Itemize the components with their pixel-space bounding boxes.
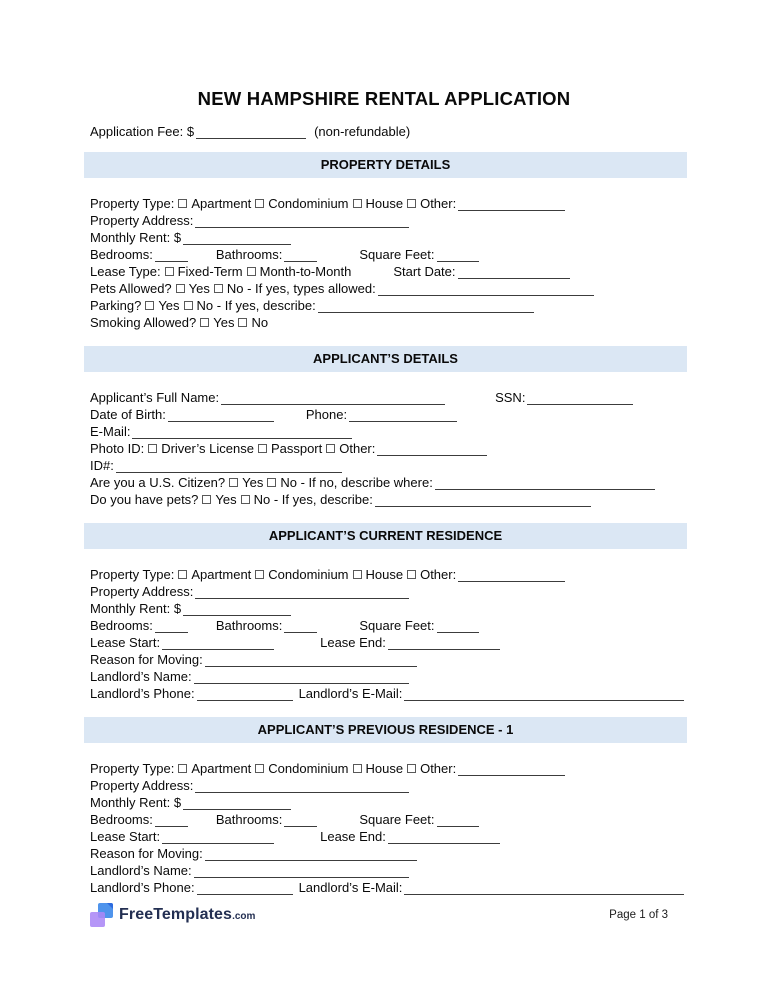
form-row bbox=[90, 567, 687, 584]
form-row bbox=[90, 124, 687, 141]
section-current-residence bbox=[90, 523, 687, 703]
section-rows-property-details bbox=[90, 196, 687, 332]
spacer bbox=[276, 418, 306, 419]
checkbox[interactable] bbox=[178, 764, 187, 773]
blank-fill-in-field[interactable] bbox=[284, 815, 317, 827]
blank-fill-in-field[interactable] bbox=[132, 427, 352, 439]
form-row bbox=[90, 880, 687, 897]
section-header-previous-residence-1: APPLICANT’S PREVIOUS RESIDENCE - 1 bbox=[84, 717, 687, 743]
blank-fill-in-field[interactable] bbox=[195, 781, 409, 793]
blank-fill-in-field[interactable] bbox=[197, 883, 293, 895]
form-row bbox=[90, 669, 687, 686]
field-label: Bedrooms: bbox=[90, 247, 153, 262]
field-label: Lease End: bbox=[320, 635, 386, 650]
section-rows-applicant-details bbox=[90, 390, 687, 509]
blank-fill-in-field[interactable] bbox=[155, 815, 188, 827]
blank-fill-in-field[interactable] bbox=[404, 883, 684, 895]
form-row bbox=[90, 213, 687, 230]
section-rows-current-residence bbox=[90, 567, 687, 703]
form-row bbox=[90, 846, 687, 863]
field-label: No bbox=[251, 315, 269, 330]
field-label: Square Feet: bbox=[359, 247, 435, 262]
section-header-applicant-details: APPLICANT’S DETAILS bbox=[84, 346, 687, 372]
blank-fill-in-field[interactable] bbox=[377, 444, 487, 456]
field-label: Do you have pets? bbox=[90, 492, 199, 507]
form-row bbox=[90, 686, 687, 703]
form-row bbox=[90, 492, 687, 509]
field-label: Bathrooms: bbox=[215, 618, 283, 633]
form-row bbox=[90, 298, 687, 315]
section-applicant-details bbox=[90, 346, 687, 509]
checkbox[interactable] bbox=[247, 267, 256, 276]
field-label: ID#: bbox=[90, 458, 114, 473]
field-label: Lease Type: bbox=[90, 264, 161, 279]
spacer bbox=[319, 823, 359, 824]
field-label: Landlord’s Name: bbox=[90, 669, 192, 684]
section-previous-residence-1 bbox=[90, 717, 687, 897]
field-label: Are you a U.S. Citizen? bbox=[90, 475, 226, 490]
page-number-label: Page 1 of 3 bbox=[609, 909, 668, 921]
form-row bbox=[90, 863, 687, 880]
logo-purple-page-shape bbox=[90, 912, 105, 927]
field-label: Application Fee: $ bbox=[90, 124, 195, 139]
blank-fill-in-field[interactable] bbox=[194, 866, 409, 878]
checkbox[interactable] bbox=[200, 318, 209, 327]
form-row bbox=[90, 601, 687, 618]
field-label: Condominium bbox=[268, 761, 349, 776]
checkbox[interactable] bbox=[148, 444, 157, 453]
spacer bbox=[190, 629, 216, 630]
checkbox[interactable] bbox=[258, 444, 267, 453]
blank-fill-in-field[interactable] bbox=[437, 621, 479, 633]
field-label: Yes bbox=[215, 492, 237, 507]
field-label: Other: bbox=[420, 196, 457, 211]
form-row bbox=[90, 635, 687, 652]
checkbox[interactable] bbox=[267, 478, 276, 487]
field-label: Property Address: bbox=[90, 213, 194, 228]
field-label: Other: bbox=[339, 441, 376, 456]
field-label: Monthly Rent: $ bbox=[90, 601, 182, 616]
blank-fill-in-field[interactable] bbox=[388, 638, 500, 650]
field-label: Condominium bbox=[268, 567, 349, 582]
blank-fill-in-field[interactable] bbox=[437, 250, 479, 262]
form-row bbox=[90, 795, 687, 812]
field-label: House bbox=[365, 196, 404, 211]
field-label: Landlord’s Name: bbox=[90, 863, 192, 878]
blank-fill-in-field[interactable] bbox=[162, 832, 274, 844]
field-label: (non-refundable) bbox=[314, 124, 411, 139]
field-label: Landlord’s Phone: bbox=[90, 880, 195, 895]
checkbox[interactable] bbox=[241, 495, 250, 504]
field-label: Driver’s License bbox=[161, 441, 254, 456]
field-label: Yes bbox=[188, 281, 210, 296]
field-label: Yes bbox=[213, 315, 235, 330]
checkbox[interactable] bbox=[202, 495, 211, 504]
blank-fill-in-field[interactable] bbox=[155, 250, 188, 262]
checkbox[interactable] bbox=[255, 764, 264, 773]
field-label: Landlord’s Phone: bbox=[90, 686, 195, 701]
field-label: Yes bbox=[158, 298, 180, 313]
field-label: Landlord’s E-Mail: bbox=[298, 686, 403, 701]
field-label: House bbox=[365, 761, 404, 776]
blank-fill-in-field[interactable] bbox=[458, 764, 565, 776]
field-label: Phone: bbox=[305, 407, 348, 422]
blank-fill-in-field[interactable] bbox=[437, 815, 479, 827]
blank-fill-in-field[interactable] bbox=[458, 199, 565, 211]
field-label: Property Type: bbox=[90, 761, 175, 776]
field-label: Other: bbox=[420, 761, 457, 776]
field-label: Lease End: bbox=[320, 829, 386, 844]
blank-fill-in-field[interactable] bbox=[162, 638, 274, 650]
blank-fill-in-field[interactable] bbox=[116, 461, 342, 473]
blank-fill-in-field[interactable] bbox=[196, 127, 306, 139]
blank-fill-in-field[interactable] bbox=[194, 672, 409, 684]
field-label: Reason for Moving: bbox=[90, 846, 203, 861]
blank-fill-in-field[interactable] bbox=[183, 233, 291, 245]
section-property-details bbox=[90, 152, 687, 332]
checkbox[interactable] bbox=[326, 444, 335, 453]
checkbox[interactable] bbox=[255, 199, 264, 208]
blank-fill-in-field[interactable] bbox=[195, 216, 409, 228]
blank-fill-in-field[interactable] bbox=[435, 478, 655, 490]
blank-fill-in-field[interactable] bbox=[458, 570, 565, 582]
field-label: Reason for Moving: bbox=[90, 652, 203, 667]
checkbox[interactable] bbox=[353, 199, 362, 208]
brand-wordmark bbox=[119, 906, 255, 924]
blank-fill-in-field[interactable] bbox=[388, 832, 500, 844]
blank-fill-in-field[interactable] bbox=[155, 621, 188, 633]
section-header-current-residence: APPLICANT’S CURRENT RESIDENCE bbox=[84, 523, 687, 549]
freetemplates-document-icon bbox=[90, 903, 113, 927]
checkbox[interactable] bbox=[229, 478, 238, 487]
form-row bbox=[90, 390, 687, 407]
field-label: Property Address: bbox=[90, 584, 194, 599]
field-label: Parking? bbox=[90, 298, 142, 313]
field-label: Yes bbox=[242, 475, 264, 490]
checkbox[interactable] bbox=[353, 764, 362, 773]
application-fee-line bbox=[90, 124, 687, 141]
form-row bbox=[90, 761, 687, 778]
blank-fill-in-field[interactable] bbox=[197, 689, 293, 701]
field-label: Date of Birth: bbox=[90, 407, 166, 422]
blank-fill-in-field[interactable] bbox=[318, 301, 534, 313]
checkbox[interactable] bbox=[407, 199, 416, 208]
field-label: Lease Start: bbox=[90, 635, 161, 650]
field-label: Bathrooms: bbox=[215, 247, 283, 262]
brand-name: FreeTemplates bbox=[119, 906, 233, 923]
page-footer bbox=[90, 903, 668, 927]
section-header-property-details: PROPERTY DETAILS bbox=[84, 152, 687, 178]
form-row bbox=[90, 264, 687, 281]
field-label: Applicant’s Full Name: bbox=[90, 390, 220, 405]
blank-fill-in-field[interactable] bbox=[284, 621, 317, 633]
blank-fill-in-field[interactable] bbox=[527, 393, 633, 405]
blank-fill-in-field[interactable] bbox=[375, 495, 591, 507]
checkbox[interactable] bbox=[238, 318, 247, 327]
field-label: Month-to-Month bbox=[259, 264, 352, 279]
field-label: Property Address: bbox=[90, 778, 194, 793]
blank-fill-in-field[interactable] bbox=[404, 689, 684, 701]
form-row bbox=[90, 829, 687, 846]
form-row bbox=[90, 441, 687, 458]
form-row bbox=[90, 196, 687, 213]
spacer bbox=[351, 275, 393, 276]
checkbox[interactable] bbox=[165, 267, 174, 276]
field-label: Monthly Rent: $ bbox=[90, 230, 182, 245]
field-label: Condominium bbox=[268, 196, 349, 211]
section-rows-previous-residence-1 bbox=[90, 761, 687, 897]
spacer bbox=[190, 823, 216, 824]
field-label: No - If yes, describe: bbox=[253, 492, 373, 507]
blank-fill-in-field[interactable] bbox=[195, 587, 409, 599]
form-row bbox=[90, 812, 687, 829]
field-label: Apartment bbox=[191, 567, 252, 582]
field-label: No - If yes, describe: bbox=[196, 298, 316, 313]
form-row bbox=[90, 458, 687, 475]
freetemplates-logo bbox=[90, 903, 255, 927]
form-row bbox=[90, 475, 687, 492]
field-label: Property Type: bbox=[90, 196, 175, 211]
field-label: Bedrooms: bbox=[90, 812, 153, 827]
form-row bbox=[90, 584, 687, 601]
field-label: No - If no, describe where: bbox=[280, 475, 433, 490]
checkbox[interactable] bbox=[407, 570, 416, 579]
field-label: Bathrooms: bbox=[215, 812, 283, 827]
checkbox[interactable] bbox=[353, 570, 362, 579]
checkbox[interactable] bbox=[178, 570, 187, 579]
field-label: Smoking Allowed? bbox=[90, 315, 197, 330]
spacer bbox=[276, 840, 320, 841]
field-label: Apartment bbox=[191, 196, 252, 211]
field-label: Apartment bbox=[191, 761, 252, 776]
form-row bbox=[90, 230, 687, 247]
field-label: Other: bbox=[420, 567, 457, 582]
form-row bbox=[90, 778, 687, 795]
field-label: Square Feet: bbox=[359, 618, 435, 633]
checkbox[interactable] bbox=[214, 284, 223, 293]
blank-fill-in-field[interactable] bbox=[458, 267, 570, 279]
blank-fill-in-field[interactable] bbox=[183, 798, 291, 810]
spacer bbox=[447, 401, 495, 402]
blank-fill-in-field[interactable] bbox=[183, 604, 291, 616]
spacer bbox=[319, 629, 359, 630]
blank-fill-in-field[interactable] bbox=[378, 284, 594, 296]
blank-fill-in-field[interactable] bbox=[284, 250, 317, 262]
checkbox[interactable] bbox=[255, 570, 264, 579]
checkbox[interactable] bbox=[407, 764, 416, 773]
field-label: Property Type: bbox=[90, 567, 175, 582]
document-title: NEW HAMPSHIRE RENTAL APPLICATION bbox=[197, 88, 571, 109]
form-row bbox=[90, 247, 687, 264]
field-label: SSN: bbox=[495, 390, 526, 405]
field-label: Fixed-Term bbox=[177, 264, 243, 279]
field-label: Square Feet: bbox=[359, 812, 435, 827]
field-label: Bedrooms: bbox=[90, 618, 153, 633]
field-label: Pets Allowed? bbox=[90, 281, 172, 296]
form-row bbox=[90, 424, 687, 441]
blank-fill-in-field[interactable] bbox=[168, 410, 274, 422]
field-label: E-Mail: bbox=[90, 424, 131, 439]
blank-fill-in-field[interactable] bbox=[205, 655, 417, 667]
form-content bbox=[90, 124, 687, 897]
blank-fill-in-field[interactable] bbox=[221, 393, 445, 405]
field-label: Photo ID: bbox=[90, 441, 145, 456]
form-row bbox=[90, 407, 687, 424]
form-row bbox=[90, 618, 687, 635]
field-label: House bbox=[365, 567, 404, 582]
field-label: Lease Start: bbox=[90, 829, 161, 844]
field-label: Landlord’s E-Mail: bbox=[298, 880, 403, 895]
spacer bbox=[276, 646, 320, 647]
form-row bbox=[90, 652, 687, 669]
checkbox[interactable] bbox=[184, 301, 193, 310]
form-row bbox=[90, 281, 687, 298]
form-row bbox=[90, 315, 687, 332]
field-label: Start Date: bbox=[393, 264, 456, 279]
field-label: Monthly Rent: $ bbox=[90, 795, 182, 810]
checkbox[interactable] bbox=[145, 301, 154, 310]
checkbox[interactable] bbox=[178, 199, 187, 208]
blank-fill-in-field[interactable] bbox=[205, 849, 417, 861]
checkbox[interactable] bbox=[176, 284, 185, 293]
spacer bbox=[319, 258, 359, 259]
spacer bbox=[190, 258, 216, 259]
field-label: No - If yes, types allowed: bbox=[226, 281, 376, 296]
brand-suffix: .com bbox=[232, 911, 256, 922]
blank-fill-in-field[interactable] bbox=[349, 410, 457, 422]
field-label: Passport bbox=[270, 441, 323, 456]
